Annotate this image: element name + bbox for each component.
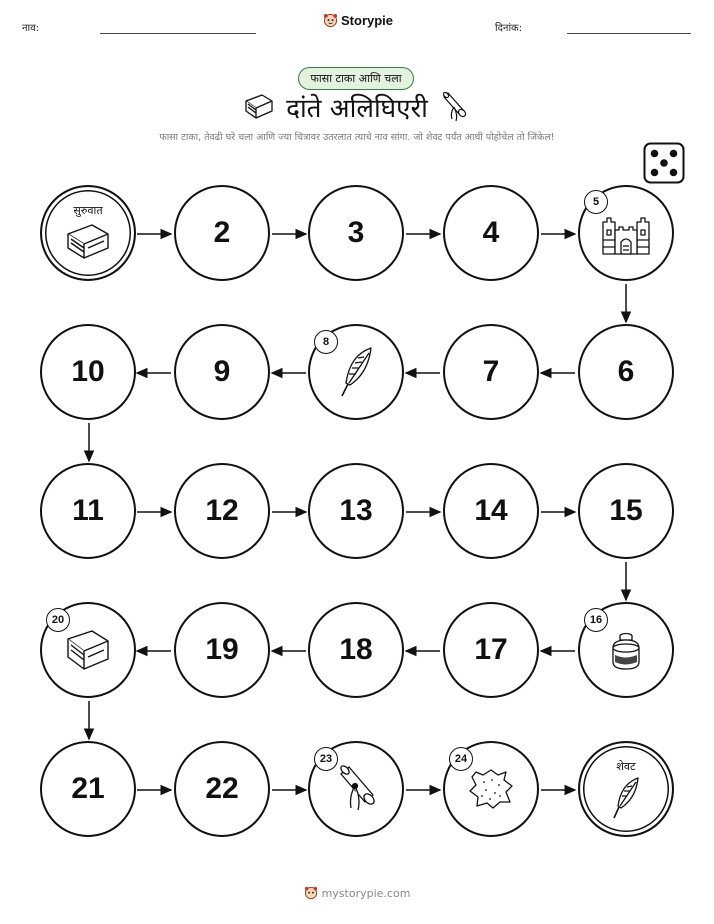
board-square-3[interactable]: 3 <box>308 185 404 281</box>
footer <box>0 886 714 900</box>
board-square-10[interactable]: 10 <box>40 324 136 420</box>
board-square-12[interactable]: 12 <box>174 463 270 559</box>
board-square-14[interactable]: 14 <box>443 463 539 559</box>
brand-name: Storypie <box>341 13 394 28</box>
ink-pot-icon <box>604 628 648 672</box>
picture-badge-20: 20 <box>46 608 70 632</box>
board-square-7[interactable]: 7 <box>443 324 539 420</box>
footer-url[interactable]: mystorypie.com <box>321 886 411 900</box>
board-start[interactable] <box>40 185 136 281</box>
book-icon <box>62 627 114 673</box>
picture-badge-8: 8 <box>314 330 338 354</box>
quill-icon <box>610 776 642 820</box>
board-square-18[interactable]: 18 <box>308 602 404 698</box>
date-label: दिनांक: <box>495 23 523 34</box>
castle-icon <box>600 210 652 256</box>
picture-badge-16: 16 <box>584 608 608 632</box>
parchment-icon <box>466 766 516 812</box>
scroll-icon <box>333 764 379 814</box>
instructions: फासा टाका, तेवढी घरे चला आणि ज्या चित्रावर उतरलात त्याचे नाव सांगा. जो शेवट पर्यंत आधी पोहोचेल तो जिंकेल! <box>159 132 555 143</box>
board-square-11[interactable]: 11 <box>40 463 136 559</box>
board-square-17[interactable]: 17 <box>443 602 539 698</box>
picture-badge-23: 23 <box>314 747 338 771</box>
board-square-2[interactable]: 2 <box>174 185 270 281</box>
quill-icon <box>336 345 376 399</box>
book-icon <box>64 220 112 262</box>
board-square-4[interactable]: 4 <box>443 185 539 281</box>
storypie-mascot-icon <box>304 886 318 900</box>
board-square-21[interactable]: 21 <box>40 741 136 837</box>
end-label: शेवट <box>616 760 636 773</box>
board-square-6[interactable]: 6 <box>578 324 674 420</box>
board-end[interactable] <box>578 741 674 837</box>
picture-badge-24: 24 <box>449 747 473 771</box>
picture-badge-5: 5 <box>584 190 608 214</box>
board-square-9[interactable]: 9 <box>174 324 270 420</box>
game-type-badge: फासा टाका आणि चला <box>298 67 414 90</box>
board-square-19[interactable]: 19 <box>174 602 270 698</box>
board-square-22[interactable]: 22 <box>174 741 270 837</box>
start-label: सुरुवात <box>73 204 103 217</box>
name-label: नाव: <box>22 23 40 34</box>
page-title: दांते अलिघिएरी <box>286 94 428 124</box>
board-square-15[interactable]: 15 <box>578 463 674 559</box>
board-square-13[interactable]: 13 <box>308 463 404 559</box>
